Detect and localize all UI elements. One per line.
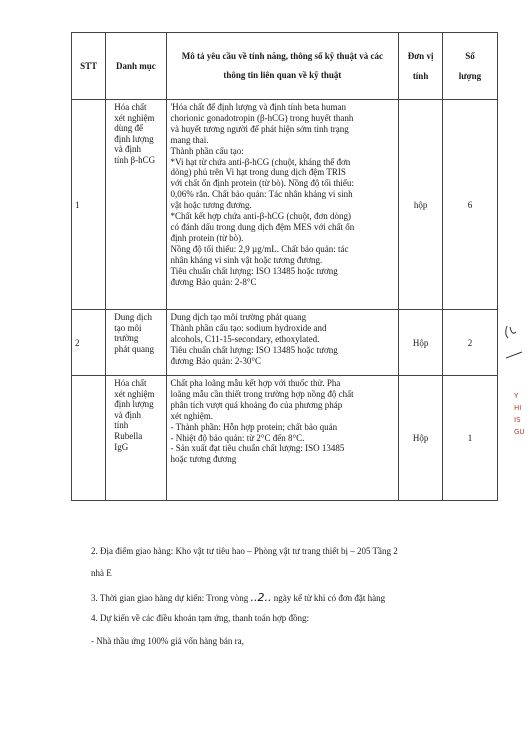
header-mo-ta-text: Mô tả yêu cầu về tính năng, thông số kỹ thuật và các thông tin liên quan về kỹ thuật xyxy=(181,51,384,80)
stamp-line: IS xyxy=(514,416,521,424)
mo-ta-line: hoặc tương đương xyxy=(170,454,237,465)
mo-ta-line: đương Bảo quản: 2-30°C xyxy=(170,355,262,366)
danh-muc-line: định lượng xyxy=(114,133,154,144)
mo-ta-line: vật hoặc tương đương. xyxy=(170,200,252,211)
mo-ta-line: Thành phần cấu tạo: xyxy=(170,145,244,156)
mo-ta-line: Thành phần cấu tạo: sodium hydroxide and xyxy=(170,322,327,333)
danh-muc-line: Dung dịch xyxy=(114,312,153,322)
table-row xyxy=(72,376,498,501)
mo-ta-line: với chất ổn định protein (từ bò). Nồng độ tối thiểu: xyxy=(170,178,354,189)
table-header-row xyxy=(72,33,498,100)
mo-ta-line: 0,06% rắn. Chất bảo quản: Tác nhân kháng vi sinh xyxy=(170,189,353,200)
danh-muc-line: phát quang xyxy=(114,343,155,354)
advance-payment: - Nhà thầu ứng 100% giá vốn hàng bán ra, xyxy=(91,636,244,646)
row-stt xyxy=(72,376,106,501)
danh-muc-line: Rubella xyxy=(114,430,143,441)
header-so-luong-1: Số xyxy=(465,51,475,61)
delivery-time xyxy=(91,591,385,604)
mo-ta-line: đương Bảo quản: 2-8°C xyxy=(170,276,257,287)
mo-ta-line: - Nhiệt độ bảo quản: từ 2°C đến 8°C. xyxy=(170,432,305,443)
delivery-location: 2. Địa điểm giao hàng: Kho vật tư tiêu hao – Phòng vật tư trang thiết bị – 205 Tầng 2 xyxy=(91,546,398,556)
header-so-luong xyxy=(442,33,497,100)
danh-muc-line: dùng để xyxy=(114,123,144,134)
mo-ta-line: Tiêu chuẩn chất lượng: ISO 13485 hoặc tương xyxy=(170,344,338,355)
danh-muc-line: tính xyxy=(114,420,129,431)
header-danh-muc: Danh mục xyxy=(106,33,166,100)
mo-ta-line: và huyết tương người để phát hiện sớm tình trạng xyxy=(170,123,349,134)
danh-muc-line: Hóa chất xyxy=(114,102,147,112)
danh-muc-line: xét nghiệm xyxy=(114,112,155,123)
delivery-location-cont: nhà E xyxy=(91,568,112,578)
mo-ta-line: mang thai. xyxy=(170,134,209,145)
danh-muc-line: trường xyxy=(114,333,139,344)
mo-ta-line: định protein (từ bò). xyxy=(170,232,244,243)
mo-ta-line: chorionic gonadotropin (β-hCG) trong huyết thanh xyxy=(170,112,354,123)
mo-ta-line: Nồng độ tối thiểu: 2,9 µg/mL. Chất bảo quản: tác xyxy=(170,243,349,254)
header-mo-ta xyxy=(166,33,399,100)
row-mo-ta xyxy=(166,100,399,310)
stamp-line: GU xyxy=(514,428,525,436)
row-so-luong: 6 xyxy=(442,100,497,310)
mo-ta-line: *Chất kết hợp chứa anti-β-hCG (chuột, đơn dòng) xyxy=(170,211,351,222)
danh-muc-line: và định xyxy=(114,409,142,420)
requirements-table xyxy=(71,32,498,501)
delivery-time-handwritten: ..2.. xyxy=(250,591,272,604)
delivery-time-pre: 3. Thời gian giao hàng dự kiến: Trong vòng xyxy=(91,593,249,603)
danh-muc-line: xét nghiệm xyxy=(114,388,155,399)
header-don-vi-1: Đơn vị xyxy=(407,51,434,61)
danh-muc-line: tính β-hCG xyxy=(114,154,156,165)
mo-ta-line: 'Hóa chất để định lượng và định tính beta human xyxy=(170,102,347,112)
mo-ta-line: Dung dịch tạo môi trường phát quang xyxy=(170,312,307,322)
mo-ta-line: phân tích vượt quá khoảng đo của phương pháp xyxy=(170,399,343,410)
mo-ta-line: có đánh dấu trong dung dịch đệm MES với chất ổn xyxy=(170,221,355,232)
row-mo-ta xyxy=(166,310,399,376)
mo-ta-line: *Vi hạt từ chứa anti-β-hCG (chuột, kháng thể đơn xyxy=(170,156,351,167)
danh-muc-line: Hóa chất xyxy=(114,378,147,388)
row-stt: 1 xyxy=(72,100,106,310)
mo-ta-line: - Sản xuất đạt tiêu chuẩn chất lượng: ISO 13485 xyxy=(170,443,345,454)
mo-ta-line: Tiêu chuẩn chất lượng: ISO 13485 hoặc tương xyxy=(170,265,338,276)
stamp-line: Y xyxy=(514,392,519,400)
table-row xyxy=(72,100,498,310)
mo-ta-line: alcohols, C11-15-secondary, ethoxylated. xyxy=(170,333,320,344)
row-danh-muc xyxy=(106,100,166,310)
header-don-vi-2: tính xyxy=(412,71,429,81)
row-don-vi: Hộp xyxy=(399,310,443,376)
header-don-vi xyxy=(399,33,443,100)
row-stt: 2 xyxy=(72,310,106,376)
mo-ta-line: - Thành phần: Hỗn hợp protein; chất bảo quản xyxy=(170,421,338,432)
stamp-fragment xyxy=(514,390,525,438)
table-row xyxy=(72,310,498,376)
header-stt: STT xyxy=(72,33,106,100)
mo-ta-line: dòng) phủ trên Vi hạt trong dung dịch đệm TRIS xyxy=(170,167,346,178)
danh-muc-line: IgG xyxy=(114,441,129,452)
row-don-vi: Hộp xyxy=(399,376,443,501)
mo-ta-line: Chất pha loãng mẫu kết hợp với thuốc thử. Pha xyxy=(170,378,341,388)
row-don-vi: hộp xyxy=(399,100,443,310)
payment-terms: 4. Dự kiến về các điều khoản tạm ứng, thanh toán hợp đồng: xyxy=(91,613,309,623)
row-danh-muc xyxy=(106,310,166,376)
row-so-luong: 1 xyxy=(442,376,497,501)
danh-muc-line: định lượng xyxy=(114,399,154,410)
row-so-luong: 2 xyxy=(442,310,497,376)
pen-mark-icon xyxy=(502,322,526,362)
mo-ta-line: xét nghiệm. xyxy=(170,410,214,421)
row-danh-muc xyxy=(106,376,166,501)
mo-ta-line: loãng mẫu cần thiết trong trường hợp nồng độ chất xyxy=(170,388,354,399)
mo-ta-line: nhân kháng vi sinh vật hoặc tương đương. xyxy=(170,254,323,265)
delivery-time-post: ngày kể từ khi có đơn đặt hàng xyxy=(273,593,386,603)
header-so-luong-2: lượng xyxy=(458,71,482,81)
danh-muc-line: tạo môi xyxy=(114,322,142,333)
row-mo-ta xyxy=(166,376,399,501)
danh-muc-line: và định xyxy=(114,144,142,155)
stamp-line: HI xyxy=(514,404,522,412)
